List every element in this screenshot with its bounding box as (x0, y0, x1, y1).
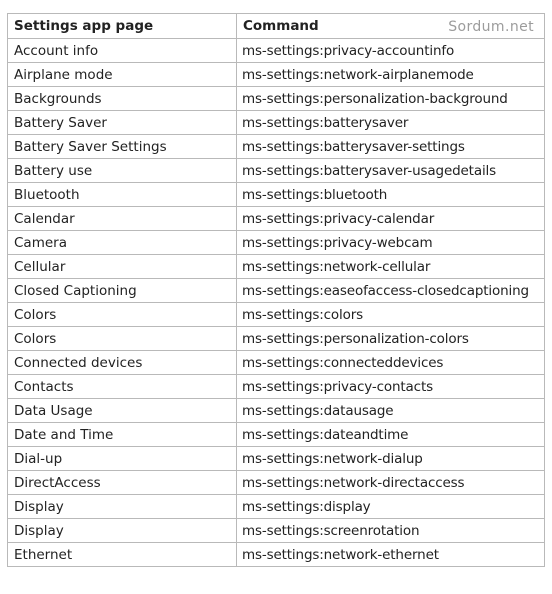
command-cell: ms-settings:privacy-contacts (237, 375, 545, 399)
settings-page-cell: Cellular (8, 255, 237, 279)
command-cell: ms-settings:network-airplanemode (237, 63, 545, 87)
command-cell: ms-settings:privacy-accountinfo (237, 39, 545, 63)
settings-page-cell: Display (8, 495, 237, 519)
command-cell: ms-settings:privacy-calendar (237, 207, 545, 231)
settings-page-cell: Battery use (8, 159, 237, 183)
settings-page-cell: DirectAccess (8, 471, 237, 495)
table-row (8, 495, 545, 519)
command-cell: ms-settings:batterysaver (237, 111, 545, 135)
settings-commands-table (7, 13, 545, 567)
table-row (8, 543, 545, 567)
command-cell: ms-settings:screenrotation (237, 519, 545, 543)
settings-page-cell: Data Usage (8, 399, 237, 423)
table-row (8, 471, 545, 495)
header-command: Command (237, 14, 545, 39)
settings-page-cell: Contacts (8, 375, 237, 399)
command-cell: ms-settings:batterysaver-usagedetails (237, 159, 545, 183)
settings-page-cell: Connected devices (8, 351, 237, 375)
settings-page-cell: Camera (8, 231, 237, 255)
settings-page-cell: Backgrounds (8, 87, 237, 111)
command-cell: ms-settings:connecteddevices (237, 351, 545, 375)
table-row (8, 207, 545, 231)
settings-page-cell: Airplane mode (8, 63, 237, 87)
command-cell: ms-settings:display (237, 495, 545, 519)
table-row (8, 63, 545, 87)
settings-page-cell: Colors (8, 327, 237, 351)
table-row (8, 303, 545, 327)
command-cell: ms-settings:network-directaccess (237, 471, 545, 495)
command-cell: ms-settings:batterysaver-settings (237, 135, 545, 159)
table-row (8, 351, 545, 375)
settings-page-cell: Calendar (8, 207, 237, 231)
command-cell: ms-settings:network-cellular (237, 255, 545, 279)
table-row (8, 231, 545, 255)
header-settings-app-page: Settings app page (8, 14, 237, 39)
settings-page-cell: Battery Saver Settings (8, 135, 237, 159)
command-cell: ms-settings:bluetooth (237, 183, 545, 207)
settings-page-cell: Account info (8, 39, 237, 63)
command-cell: ms-settings:network-dialup (237, 447, 545, 471)
table-row (8, 39, 545, 63)
command-cell: ms-settings:easeofaccess-closedcaptioning (237, 279, 545, 303)
table-row (8, 399, 545, 423)
settings-page-cell: Battery Saver (8, 111, 237, 135)
table-row (8, 519, 545, 543)
sordum-watermark: Sordum.net (448, 19, 534, 35)
table-row (8, 159, 545, 183)
table-row (8, 423, 545, 447)
command-cell: ms-settings:personalization-background (237, 87, 545, 111)
command-cell: ms-settings:dateandtime (237, 423, 545, 447)
settings-page-cell: Display (8, 519, 237, 543)
table-row (8, 327, 545, 351)
command-cell: ms-settings:network-ethernet (237, 543, 545, 567)
settings-page-cell: Dial-up (8, 447, 237, 471)
table-row (8, 135, 545, 159)
table-row (8, 87, 545, 111)
table-row (8, 447, 545, 471)
command-cell: ms-settings:colors (237, 303, 545, 327)
table-body (8, 39, 545, 567)
command-cell: ms-settings:personalization-colors (237, 327, 545, 351)
table-row (8, 111, 545, 135)
command-cell: ms-settings:privacy-webcam (237, 231, 545, 255)
settings-page-cell: Colors (8, 303, 237, 327)
table-row (8, 375, 545, 399)
command-cell: ms-settings:datausage (237, 399, 545, 423)
settings-page-cell: Bluetooth (8, 183, 237, 207)
settings-page-cell: Ethernet (8, 543, 237, 567)
settings-page-cell: Closed Captioning (8, 279, 237, 303)
table-row (8, 255, 545, 279)
settings-page-cell: Date and Time (8, 423, 237, 447)
table-row (8, 183, 545, 207)
table-row (8, 279, 545, 303)
